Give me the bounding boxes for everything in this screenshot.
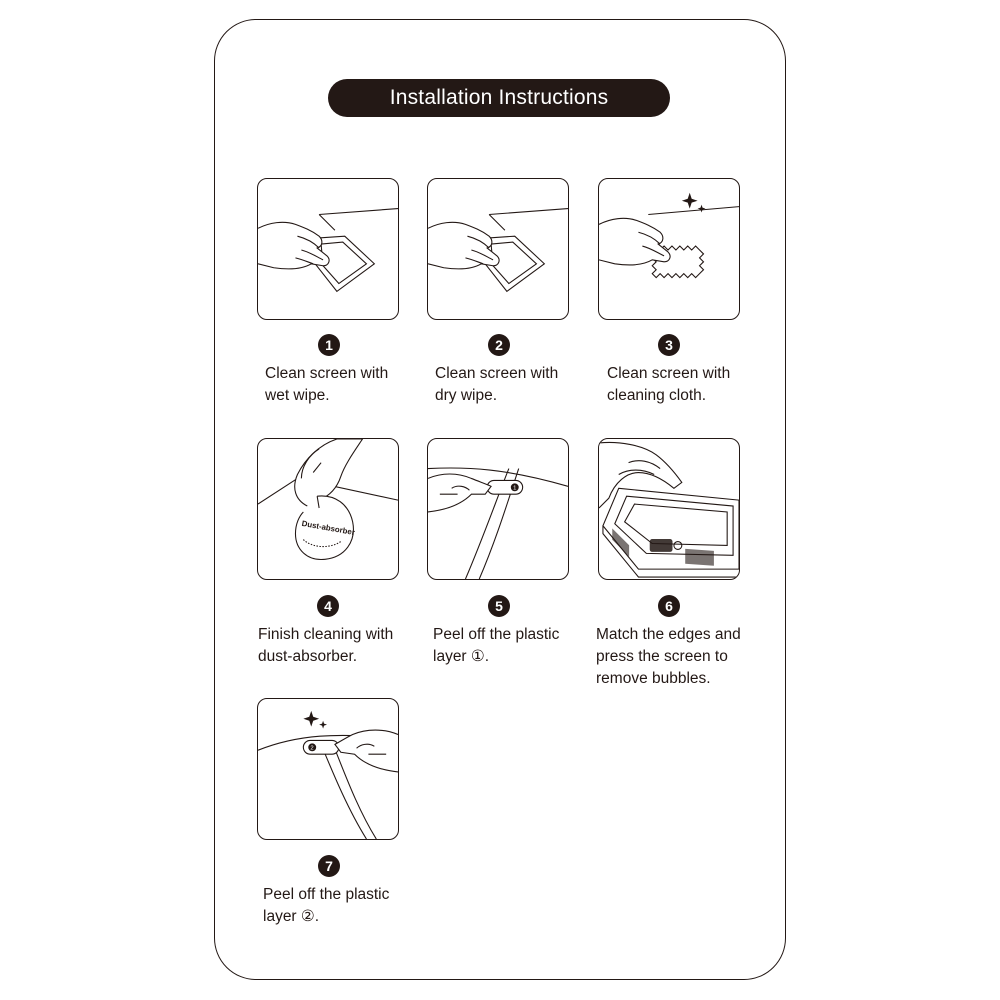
step-3-illustration	[598, 178, 740, 320]
step-7-caption	[263, 884, 389, 928]
step-2-caption-line-2: dry wipe.	[435, 387, 498, 404]
step-1-caption-line-1: Clean screen with	[265, 365, 389, 382]
step-5-caption	[433, 624, 559, 668]
step-6-caption-line-1: Match the edges and	[596, 626, 741, 643]
step-4-illustration	[257, 438, 399, 580]
step-7-illustration	[257, 698, 399, 840]
sparkle-icon	[303, 711, 319, 727]
step-2-caption	[435, 363, 558, 407]
dust-absorber-sticker-label: Dust-absorber	[301, 518, 356, 538]
step-5-number-badge: 5	[488, 595, 510, 617]
peel-tab-label: 2	[310, 745, 314, 752]
step-5-illustration	[427, 438, 569, 580]
step-4-caption-line-1: Finish cleaning with	[258, 626, 394, 643]
step-1-caption	[265, 363, 388, 407]
step-1-illustration	[257, 178, 399, 320]
step-2-caption-line-1: Clean screen with	[435, 365, 559, 382]
step-1-caption-line-2: wet wipe.	[265, 387, 330, 404]
step-1-number-badge: 1	[318, 334, 340, 356]
sparkle-icon	[682, 193, 698, 209]
step-3-caption-line-1: Clean screen with	[607, 365, 731, 382]
step-4-caption	[258, 624, 393, 668]
page-title: Installation Instructions	[328, 79, 670, 117]
step-6-caption-line-3: remove bubbles.	[596, 670, 711, 687]
step-2-illustration	[427, 178, 569, 320]
step-7-number-badge: 7	[318, 855, 340, 877]
peel-tab-label: 1	[513, 485, 517, 492]
step-4-caption-line-2: dust-absorber.	[258, 648, 358, 665]
step-6-caption-line-2: press the screen to	[596, 648, 728, 665]
step-5-caption-line-1: Peel off the plastic	[433, 626, 560, 643]
step-6-number-badge: 6	[658, 595, 680, 617]
step-3-number-badge: 3	[658, 334, 680, 356]
step-3-caption-line-2: cleaning cloth.	[607, 387, 707, 404]
step-6-caption	[596, 624, 741, 690]
step-5-caption-line-2: layer ①.	[433, 648, 490, 665]
step-3-caption	[607, 363, 730, 407]
step-6-illustration	[598, 438, 740, 580]
step-7-caption-line-1: Peel off the plastic	[263, 886, 390, 903]
step-2-number-badge: 2	[488, 334, 510, 356]
step-7-caption-line-2: layer ②.	[263, 908, 320, 925]
step-4-number-badge: 4	[317, 595, 339, 617]
